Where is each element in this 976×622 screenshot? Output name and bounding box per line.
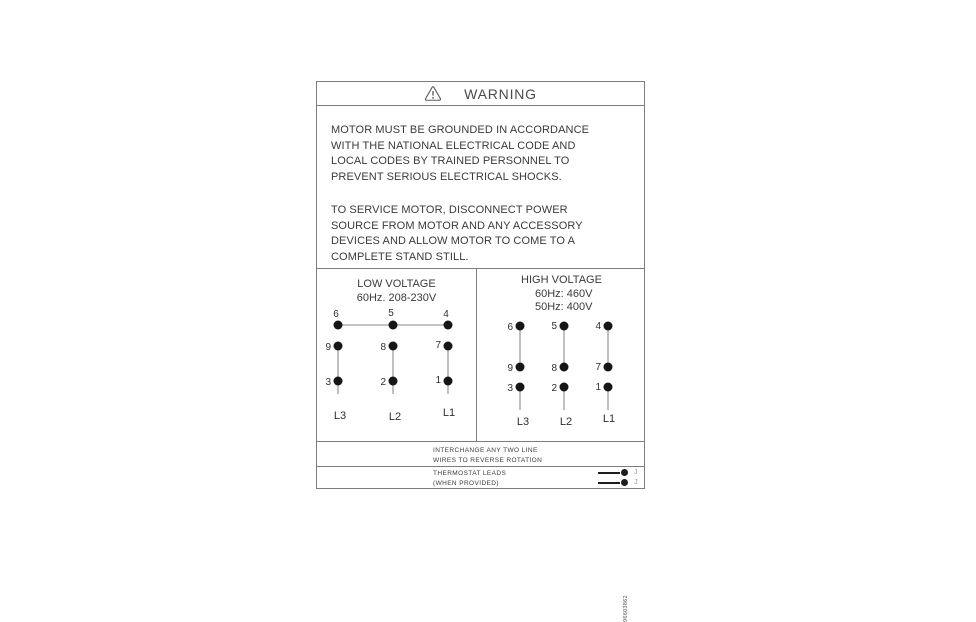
thermostat-note-line2: (WHEN PROVIDED) — [433, 480, 499, 487]
lead-terminal-dot — [621, 479, 628, 486]
thermostat-note-line1: THERMOSTAT LEADS — [433, 470, 507, 477]
terminal-number: 2 — [551, 383, 557, 394]
terminal-number: 7 — [435, 340, 441, 351]
terminal-number: 3 — [325, 377, 331, 388]
body-text-line: TO SERVICE MOTOR, DISCONNECT POWER — [331, 204, 568, 216]
body-text-line: WITH THE NATIONAL ELECTRICAL CODE AND — [331, 139, 576, 152]
part-number: 96603862 — [623, 595, 629, 622]
low-voltage-rating: 60Hz. 208-230V — [356, 292, 437, 304]
body-text-line: PREVENT SERIOUS ELECTRICAL SHOCKS. — [331, 170, 562, 183]
body-text-line: LOCAL CODES BY TRAINED PERSONNEL TO — [331, 155, 570, 167]
high-voltage-rating-50hz: 50Hz: 400V — [535, 301, 593, 313]
line-label: L2 — [559, 416, 573, 428]
service-paragraph — [331, 203, 630, 265]
line-label: L1 — [602, 413, 616, 425]
terminal-number: 9 — [325, 342, 331, 353]
line-label: L2 — [388, 411, 402, 423]
high-voltage-title: HIGH VOLTAGE — [521, 274, 602, 286]
motor-warning-label — [316, 81, 645, 622]
terminal-number: 7 — [595, 362, 601, 373]
grounding-paragraph — [331, 123, 630, 185]
rotation-note-line1: INTERCHANGE ANY TWO LINE — [433, 447, 538, 454]
terminal-number: 6 — [507, 322, 513, 333]
lead-terminal-dot — [621, 469, 628, 476]
terminal-number: 2 — [380, 377, 386, 388]
terminal-number: 9 — [507, 363, 513, 374]
lead-label: J — [634, 469, 638, 476]
rotation-note-line2: WIRES TO REVERSE ROTATION — [433, 457, 543, 464]
warning-triangle-icon — [424, 85, 442, 102]
lead-wire — [598, 482, 620, 484]
low-voltage-schematic — [317, 306, 476, 431]
thermostat-note — [317, 467, 644, 489]
body-text-line: COMPLETE STAND STILL. — [331, 250, 469, 263]
lead-wire — [598, 472, 620, 474]
low-voltage-diagram — [317, 269, 477, 441]
line-label: L3 — [333, 410, 347, 422]
body-text-line: SOURCE FROM MOTOR AND ANY ACCESSORY — [331, 219, 583, 232]
line-label: L1 — [442, 407, 456, 419]
terminal-number: 5 — [551, 321, 557, 332]
line-label: L3 — [516, 416, 530, 428]
terminal-number: 8 — [380, 342, 386, 353]
thermostat-lead-symbol — [598, 479, 638, 486]
terminal-number: 4 — [443, 309, 449, 320]
lead-label: J — [634, 479, 638, 486]
terminal-number: 4 — [595, 321, 601, 332]
high-voltage-diagram — [477, 269, 646, 441]
terminal-number: 5 — [388, 308, 394, 319]
rotation-note — [317, 442, 644, 467]
low-voltage-title: LOW VOLTAGE — [357, 278, 436, 290]
terminal-number: 1 — [435, 375, 441, 386]
terminal-number: 6 — [333, 309, 339, 320]
body-text-line: MOTOR MUST BE GROUNDED IN ACCORDANCE — [331, 124, 590, 136]
warning-header — [317, 82, 644, 106]
warning-body — [317, 106, 644, 269]
body-text-line: DEVICES AND ALLOW MOTOR TO COME TO A — [331, 235, 576, 247]
high-voltage-rating-60hz: 60Hz: 460V — [535, 288, 593, 300]
warning-title: WARNING — [464, 85, 537, 102]
high-voltage-schematic — [477, 315, 646, 435]
terminal-number: 1 — [595, 382, 601, 393]
terminal-number: 8 — [551, 363, 557, 374]
terminal-number: 3 — [507, 383, 513, 394]
thermostat-lead-symbol — [598, 469, 638, 476]
